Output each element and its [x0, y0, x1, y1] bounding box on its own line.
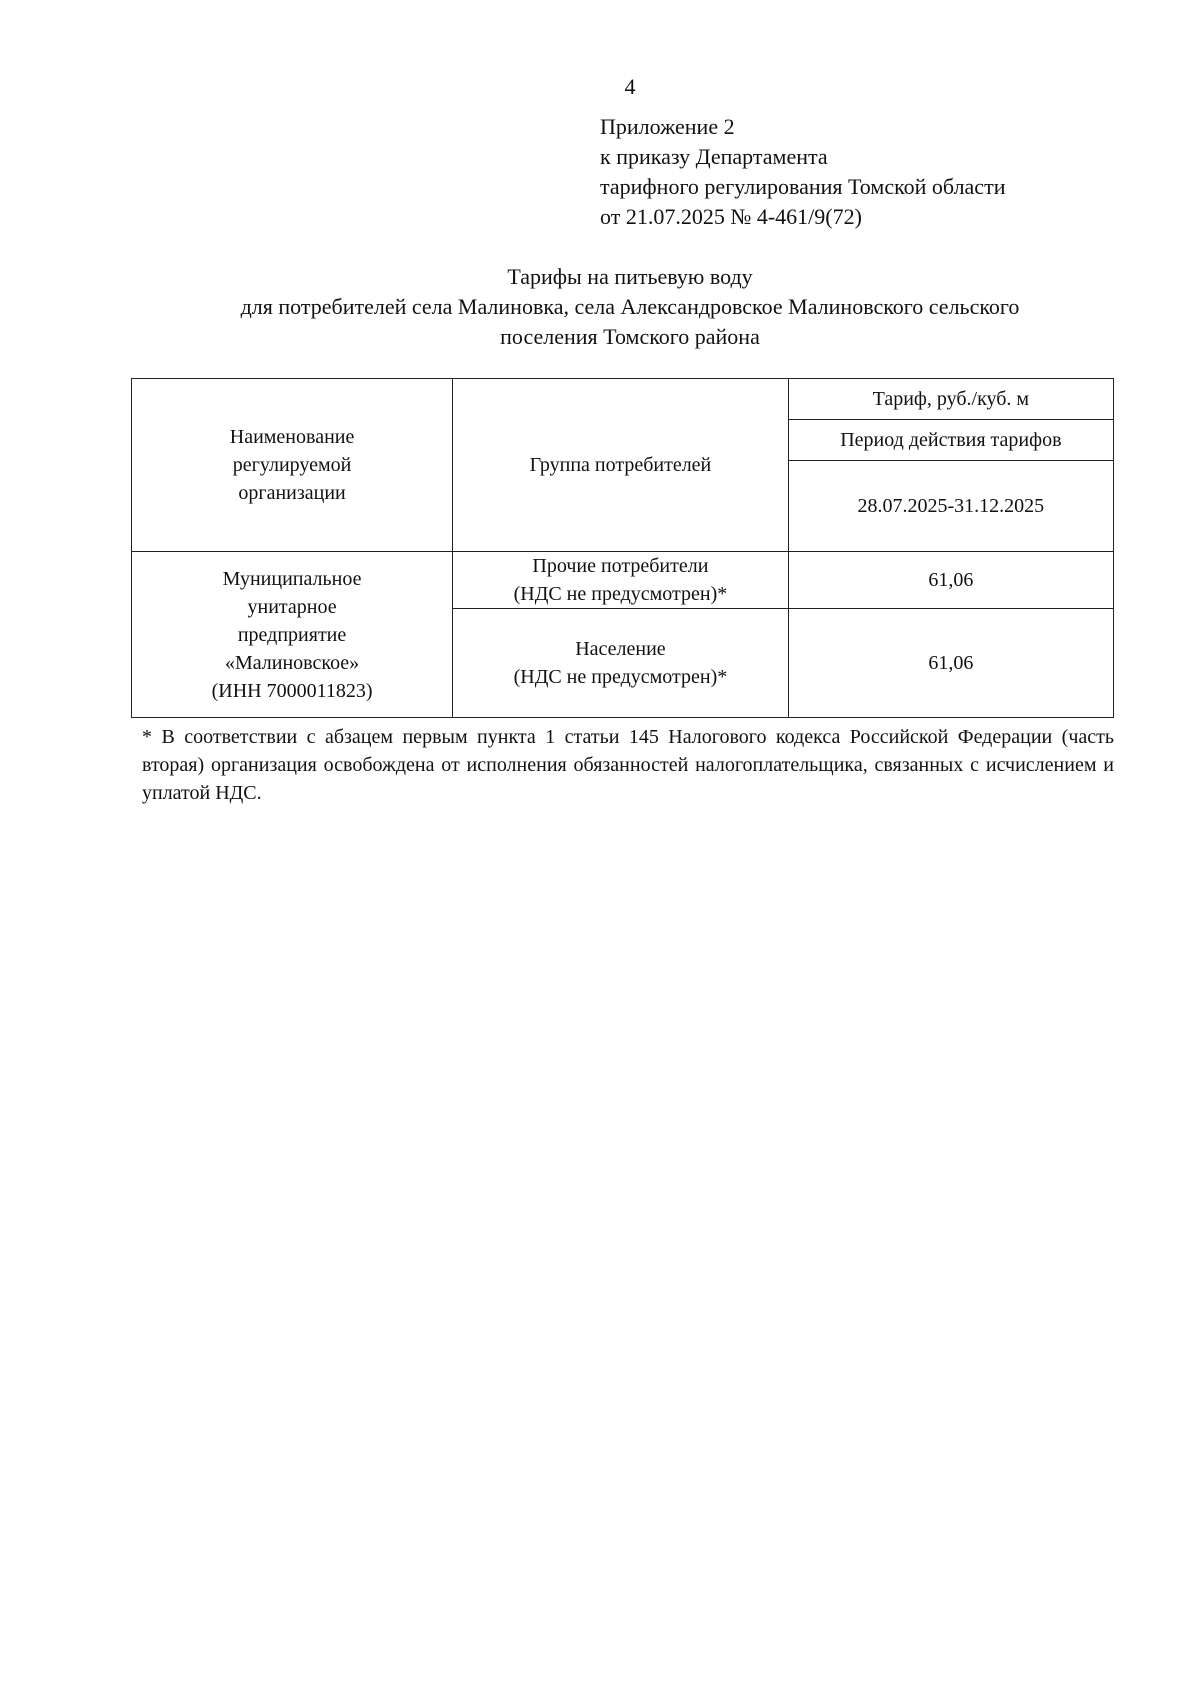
title-line: поселения Томского района: [500, 324, 760, 349]
organization-cell: [132, 552, 453, 718]
tariff-table: [131, 378, 1114, 718]
appendix-line: от 21.07.2025 № 4-461/9(72): [600, 204, 862, 229]
header-organization-line: регулируемой: [232, 454, 352, 476]
header-organization-line: организации: [238, 482, 346, 504]
tariff-value-cell: 61,06: [788, 552, 1113, 609]
organization-line: «Малиновское»: [224, 651, 360, 674]
header-period-cell: 28.07.2025-31.12.2025: [788, 461, 1113, 552]
consumer-group-line: (НДС не предусмотрен)*: [513, 666, 728, 688]
header-tariff-cell: Тариф, руб./куб. м: [788, 379, 1113, 420]
page-number: 4: [624, 74, 636, 99]
appendix-line: Приложение 2: [600, 114, 735, 139]
title-line: для потребителей села Малиновка, села Александровское Малиновского сельского: [240, 294, 1020, 319]
organization-line: предприятие: [237, 623, 347, 646]
consumer-group-line: (НДС не предусмотрен)*: [513, 583, 728, 605]
table-header-row: [132, 379, 1114, 420]
consumer-group-line: Прочие потребители: [532, 555, 709, 577]
consumer-group-cell: [453, 609, 789, 718]
consumer-group-cell: [453, 552, 789, 609]
appendix-line: тарифного регулирования Томской области: [600, 174, 1006, 199]
header-period-label-cell: Период действия тарифов: [788, 420, 1113, 461]
header-organization-cell: [132, 379, 453, 552]
consumer-group-line: Население: [575, 638, 666, 660]
table-row: [132, 552, 1114, 609]
tariff-value-cell: 61,06: [788, 609, 1113, 718]
organization-line: (ИНН 7000011823): [211, 679, 373, 702]
appendix-line: к приказу Департамента: [600, 144, 828, 169]
footnote: * В соответствии с абзацем первым пункта 1 статьи 145 Налогового кодекса Российской Федерации (часть вторая) организация освобождена от исполнения обязанностей налогоплательщика, связанных с исчислением и уплатой НДС.: [142, 726, 1114, 804]
header-organization-line: Наименование: [229, 426, 355, 448]
appendix-header: [600, 112, 1120, 232]
document-title: [130, 262, 1130, 352]
header-consumer-group-cell: Группа потребителей: [453, 379, 789, 552]
organization-line: унитарное: [247, 595, 337, 618]
title-line: Тарифы на питьевую воду: [507, 264, 753, 289]
organization-line: Муниципальное: [222, 567, 362, 590]
